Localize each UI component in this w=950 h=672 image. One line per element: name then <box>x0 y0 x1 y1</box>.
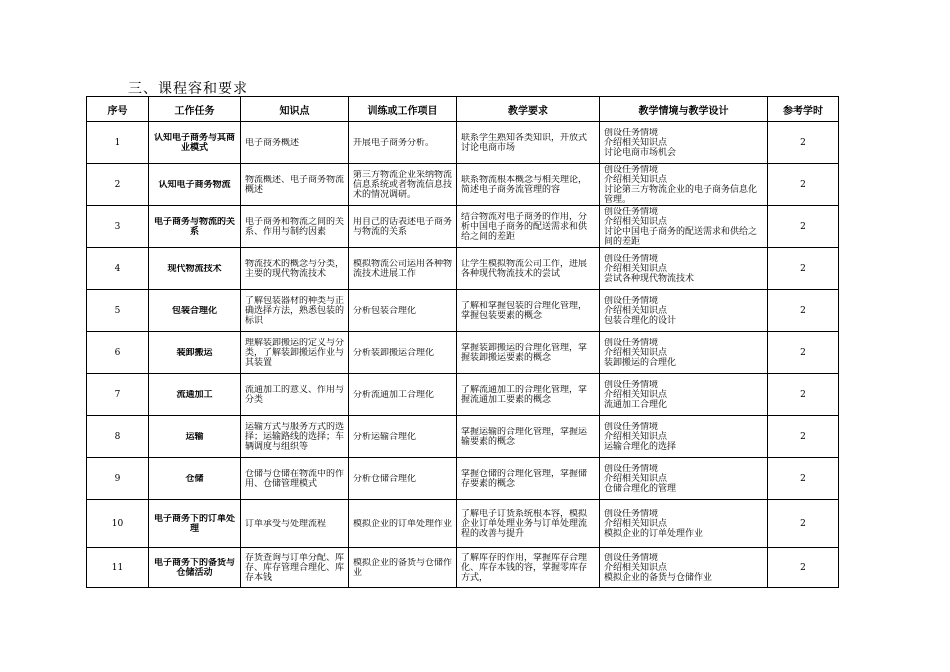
reference-hours-cell <box>768 164 839 206</box>
teaching-requirement: 联系物流根本概念与相关理论，简述电子商务流管理的容 <box>461 174 588 195</box>
training-project: 分析仓储合理化 <box>353 473 417 484</box>
work-task: 包装合理化 <box>171 305 217 316</box>
work-task: 电子商务下的订单处理 <box>153 513 235 534</box>
design-line: 介绍相关知识点 <box>604 562 668 573</box>
teaching-requirement-cell <box>457 122 600 164</box>
training-project-cell <box>349 164 457 206</box>
training-project-cell <box>349 416 457 458</box>
teaching-design-cell <box>600 548 768 588</box>
teaching-design-cell <box>600 122 768 164</box>
course-content-table <box>86 96 839 588</box>
work-task: 现代物流技术 <box>167 263 222 274</box>
knowledge-points-cell <box>241 290 349 332</box>
row-number: 6 <box>114 347 121 358</box>
teaching-requirement-cell <box>457 206 600 248</box>
design-line: 模拟企业的备货与仓储作业 <box>604 572 713 583</box>
design-line: 模拟企业的订单处理作业 <box>604 528 704 539</box>
work-task: 认知电子商务与其商业模式 <box>153 132 235 153</box>
row-number-cell <box>87 374 149 416</box>
knowledge-points-cell <box>241 122 349 164</box>
knowledge-points: 物流技术的概念与分类，主要的现代物流技术 <box>245 258 344 279</box>
training-project: 模拟企业的备货与仓储作业 <box>353 557 452 578</box>
design-line: 创设任务情境 <box>604 127 659 138</box>
teaching-requirement: 结合物流对电子商务的作用，分析中国电子商务的配送需求和供给之间的差距 <box>461 211 588 242</box>
table-row <box>87 248 839 290</box>
reference-hours: 2 <box>800 473 806 484</box>
teaching-requirement: 了解电子订货系统根本容，模拟企业订单处理业务与订单处理流程的改善与提升 <box>461 508 588 539</box>
design-line: 介绍相关知识点 <box>604 473 668 484</box>
design-line: 介绍相关知识点 <box>604 216 668 227</box>
training-project-cell <box>349 500 457 548</box>
row-number-cell <box>87 458 149 500</box>
work-task: 电子商务下的备货与仓储活动 <box>153 557 235 578</box>
design-line: 创设任务情境 <box>604 295 659 306</box>
teaching-design-cell <box>600 458 768 500</box>
table-row <box>87 374 839 416</box>
knowledge-points-cell <box>241 164 349 206</box>
teaching-design-cell <box>600 290 768 332</box>
design-line: 创设任务情境 <box>604 253 659 264</box>
design-line: 介绍相关知识点 <box>604 518 668 529</box>
knowledge-points: 电子商务概述 <box>245 137 300 148</box>
knowledge-points-cell <box>241 374 349 416</box>
knowledge-points-cell <box>241 458 349 500</box>
training-project-cell <box>349 332 457 374</box>
reference-hours: 2 <box>800 305 806 316</box>
teaching-requirement: 联系学生熟知各类知识，开放式讨论电商市场 <box>461 132 588 153</box>
knowledge-points: 物流概述、电子商务物流概述 <box>245 174 344 195</box>
teaching-requirement-cell <box>457 248 600 290</box>
work-task-cell <box>149 332 241 374</box>
reference-hours-cell <box>768 290 839 332</box>
row-number: 5 <box>114 305 121 316</box>
reference-hours: 2 <box>800 389 806 400</box>
row-number: 7 <box>114 389 121 400</box>
row-number-cell <box>87 248 149 290</box>
row-number: 1 <box>114 137 121 148</box>
training-project: 分析流通加工合理化 <box>353 389 435 400</box>
training-project: 开展电子商务分析。 <box>353 137 435 148</box>
design-line: 尝试各种现代物流技术 <box>604 273 695 284</box>
work-task: 运输 <box>185 431 204 442</box>
design-line: 创设任务情境 <box>604 164 659 175</box>
row-number: 3 <box>114 221 121 232</box>
training-project: 模拟物流公司运用各种物流技术进展工作 <box>353 258 452 279</box>
row-number-cell <box>87 332 149 374</box>
row-number-cell <box>87 290 149 332</box>
table-row <box>87 164 839 206</box>
teaching-requirement: 让学生模拟物流公司工作，进展各种现代物流技术的尝试 <box>461 258 588 279</box>
row-number-cell <box>87 206 149 248</box>
design-line: 仓储合理化的管理 <box>604 483 677 494</box>
table-row <box>87 122 839 164</box>
work-task-cell <box>149 248 241 290</box>
design-line: 介绍相关知识点 <box>604 431 668 442</box>
reference-hours-cell <box>768 416 839 458</box>
reference-hours: 2 <box>800 221 806 232</box>
knowledge-points-cell <box>241 416 349 458</box>
table-row <box>87 290 839 332</box>
reference-hours-cell <box>768 458 839 500</box>
row-number: 2 <box>114 179 121 190</box>
row-number: 9 <box>114 473 121 484</box>
teaching-requirement-cell <box>457 332 600 374</box>
reference-hours: 2 <box>800 179 806 190</box>
design-line: 介绍相关知识点 <box>604 347 668 358</box>
reference-hours: 2 <box>800 431 806 442</box>
teaching-design-cell <box>600 374 768 416</box>
row-number-cell <box>87 164 149 206</box>
knowledge-points: 流通加工的意义、作用与分类 <box>245 384 344 405</box>
design-line: 介绍相关知识点 <box>604 305 668 316</box>
teaching-design-cell <box>600 206 768 248</box>
row-number-cell <box>87 548 149 588</box>
work-task-cell <box>149 122 241 164</box>
reference-hours-cell <box>768 374 839 416</box>
teaching-requirement: 了解库存的作用，掌握库存合理化、库存本钱的容，掌握零库存方式， <box>461 552 588 583</box>
knowledge-points-cell <box>241 548 349 588</box>
header-no: 序号 <box>87 97 149 122</box>
design-line: 创设任务情境 <box>604 508 659 519</box>
training-project: 模拟企业的订单处理作业 <box>353 518 452 529</box>
reference-hours-cell <box>768 248 839 290</box>
knowledge-points: 运输方式与服务方式的选择；运输路线的选择；车辆调度与组织等 <box>245 421 344 452</box>
reference-hours-cell <box>768 206 839 248</box>
work-task: 仓储 <box>185 473 204 484</box>
work-task-cell <box>149 500 241 548</box>
design-line: 流通加工合理化 <box>604 399 668 410</box>
training-project-cell <box>349 122 457 164</box>
knowledge-points-cell <box>241 248 349 290</box>
training-project-cell <box>349 374 457 416</box>
training-project-cell <box>349 290 457 332</box>
knowledge-points-cell <box>241 206 349 248</box>
design-line: 讨论电商市场机会 <box>604 147 677 158</box>
design-line: 运输合理化的选择 <box>604 441 677 452</box>
work-task-cell <box>149 458 241 500</box>
header-knowledge: 知识点 <box>241 97 349 122</box>
reference-hours: 2 <box>800 518 806 529</box>
header-design: 教学情境与教学设计 <box>600 97 768 122</box>
header-project: 训练或工作项目 <box>349 97 457 122</box>
teaching-requirement-cell <box>457 164 600 206</box>
design-line: 介绍相关知识点 <box>604 137 668 148</box>
design-line: 介绍相关知识点 <box>604 174 668 185</box>
training-project: 分析包装合理化 <box>353 305 417 316</box>
knowledge-points: 订单承受与处理流程 <box>245 518 327 529</box>
knowledge-points: 仓储与仓储在物流中的作用、仓储管理模式 <box>245 468 344 489</box>
work-task-cell <box>149 374 241 416</box>
row-number-cell <box>87 122 149 164</box>
table-row <box>87 206 839 248</box>
training-project-cell <box>349 458 457 500</box>
design-line: 讨论第三方物流企业的电子商务信息化管理。 <box>604 184 758 205</box>
row-number: 11 <box>111 562 124 573</box>
knowledge-points: 电子商务和物流之间的关系、作用与制约因素 <box>245 216 344 237</box>
table-row <box>87 416 839 458</box>
training-project: 分析运输合理化 <box>353 431 417 442</box>
teaching-requirement: 掌握装卸搬运的合理化管理，掌握装卸搬运要素的概念 <box>461 342 588 363</box>
work-task: 电子商务与物流的关系 <box>153 216 235 237</box>
design-line: 创设任务情境 <box>604 552 659 563</box>
reference-hours: 2 <box>800 137 806 148</box>
row-number: 4 <box>114 263 121 274</box>
teaching-requirement: 了解和掌握包装的合理化管理，掌握包装要素的概念 <box>461 300 588 321</box>
design-line: 介绍相关知识点 <box>604 263 668 274</box>
teaching-requirement-cell <box>457 458 600 500</box>
table-row <box>87 458 839 500</box>
design-line: 创设任务情境 <box>604 206 659 217</box>
section-heading: 三、课程容和要求 <box>128 81 248 97</box>
header-task: 工作任务 <box>149 97 241 122</box>
design-line: 创设任务情境 <box>604 421 659 432</box>
reference-hours-cell <box>768 548 839 588</box>
training-project-cell <box>349 248 457 290</box>
training-project: 分析装卸搬运合理化 <box>353 347 435 358</box>
training-project: 用自己的话表述电子商务与物流的关系 <box>353 216 452 237</box>
knowledge-points: 理解装卸搬运的定义与分类，了解装卸搬运作业与其装置 <box>245 337 344 368</box>
work-task-cell <box>149 548 241 588</box>
work-task: 认知电子商务物流 <box>158 179 231 190</box>
design-line: 包装合理化的设计 <box>604 315 677 326</box>
table-header-row <box>87 97 839 122</box>
teaching-design-cell <box>600 332 768 374</box>
reference-hours-cell <box>768 122 839 164</box>
design-line: 装卸搬运的合理化 <box>604 357 677 368</box>
design-line: 创设任务情境 <box>604 463 659 474</box>
teaching-design-cell <box>600 500 768 548</box>
work-task-cell <box>149 416 241 458</box>
teaching-requirement: 了解流通加工的合理化管理，掌握流通加工要素的概念 <box>461 384 588 405</box>
work-task: 装卸搬运 <box>176 347 213 358</box>
teaching-design-cell <box>600 416 768 458</box>
design-line: 讨论中国电子商务的配送需求和供给之间的差距 <box>604 226 758 247</box>
teaching-requirement-cell <box>457 416 600 458</box>
header-requirement: 教学要求 <box>457 97 600 122</box>
teaching-requirement-cell <box>457 374 600 416</box>
knowledge-points-cell <box>241 500 349 548</box>
row-number: 8 <box>114 431 121 442</box>
teaching-requirement-cell <box>457 500 600 548</box>
work-task-cell <box>149 164 241 206</box>
knowledge-points: 了解包装器材的种类与正确选择方法，熟悉包装的标识 <box>245 295 344 326</box>
row-number: 10 <box>111 518 124 529</box>
teaching-requirement-cell <box>457 548 600 588</box>
teaching-design-cell <box>600 248 768 290</box>
table-row <box>87 500 839 548</box>
training-project-cell <box>349 206 457 248</box>
teaching-requirement: 掌握仓储的合理化管理，掌握储存要素的概念 <box>461 468 588 489</box>
teaching-design-cell <box>600 164 768 206</box>
design-line: 介绍相关知识点 <box>604 389 668 400</box>
table-row <box>87 548 839 588</box>
knowledge-points-cell <box>241 332 349 374</box>
row-number-cell <box>87 500 149 548</box>
reference-hours: 2 <box>800 562 806 573</box>
reference-hours-cell <box>768 500 839 548</box>
reference-hours: 2 <box>800 347 806 358</box>
work-task: 流通加工 <box>176 389 213 400</box>
teaching-requirement-cell <box>457 290 600 332</box>
teaching-requirement: 掌握运输的合理化管理，掌握运输要素的概念 <box>461 426 588 447</box>
design-line: 创设任务情境 <box>604 337 659 348</box>
work-task-cell <box>149 290 241 332</box>
row-number-cell <box>87 416 149 458</box>
knowledge-points: 存货查询与订单分配、库存、库存管理合理化、库存本钱 <box>245 552 344 583</box>
training-project-cell <box>349 548 457 588</box>
reference-hours: 2 <box>800 263 806 274</box>
reference-hours-cell <box>768 332 839 374</box>
work-task-cell <box>149 206 241 248</box>
table-row <box>87 332 839 374</box>
header-hours: 参考学时 <box>768 97 839 122</box>
design-line: 创设任务情境 <box>604 379 659 390</box>
training-project: 第三方物流企业采纳物流信息系统或者物流信息技术的情况调研。 <box>353 169 452 200</box>
